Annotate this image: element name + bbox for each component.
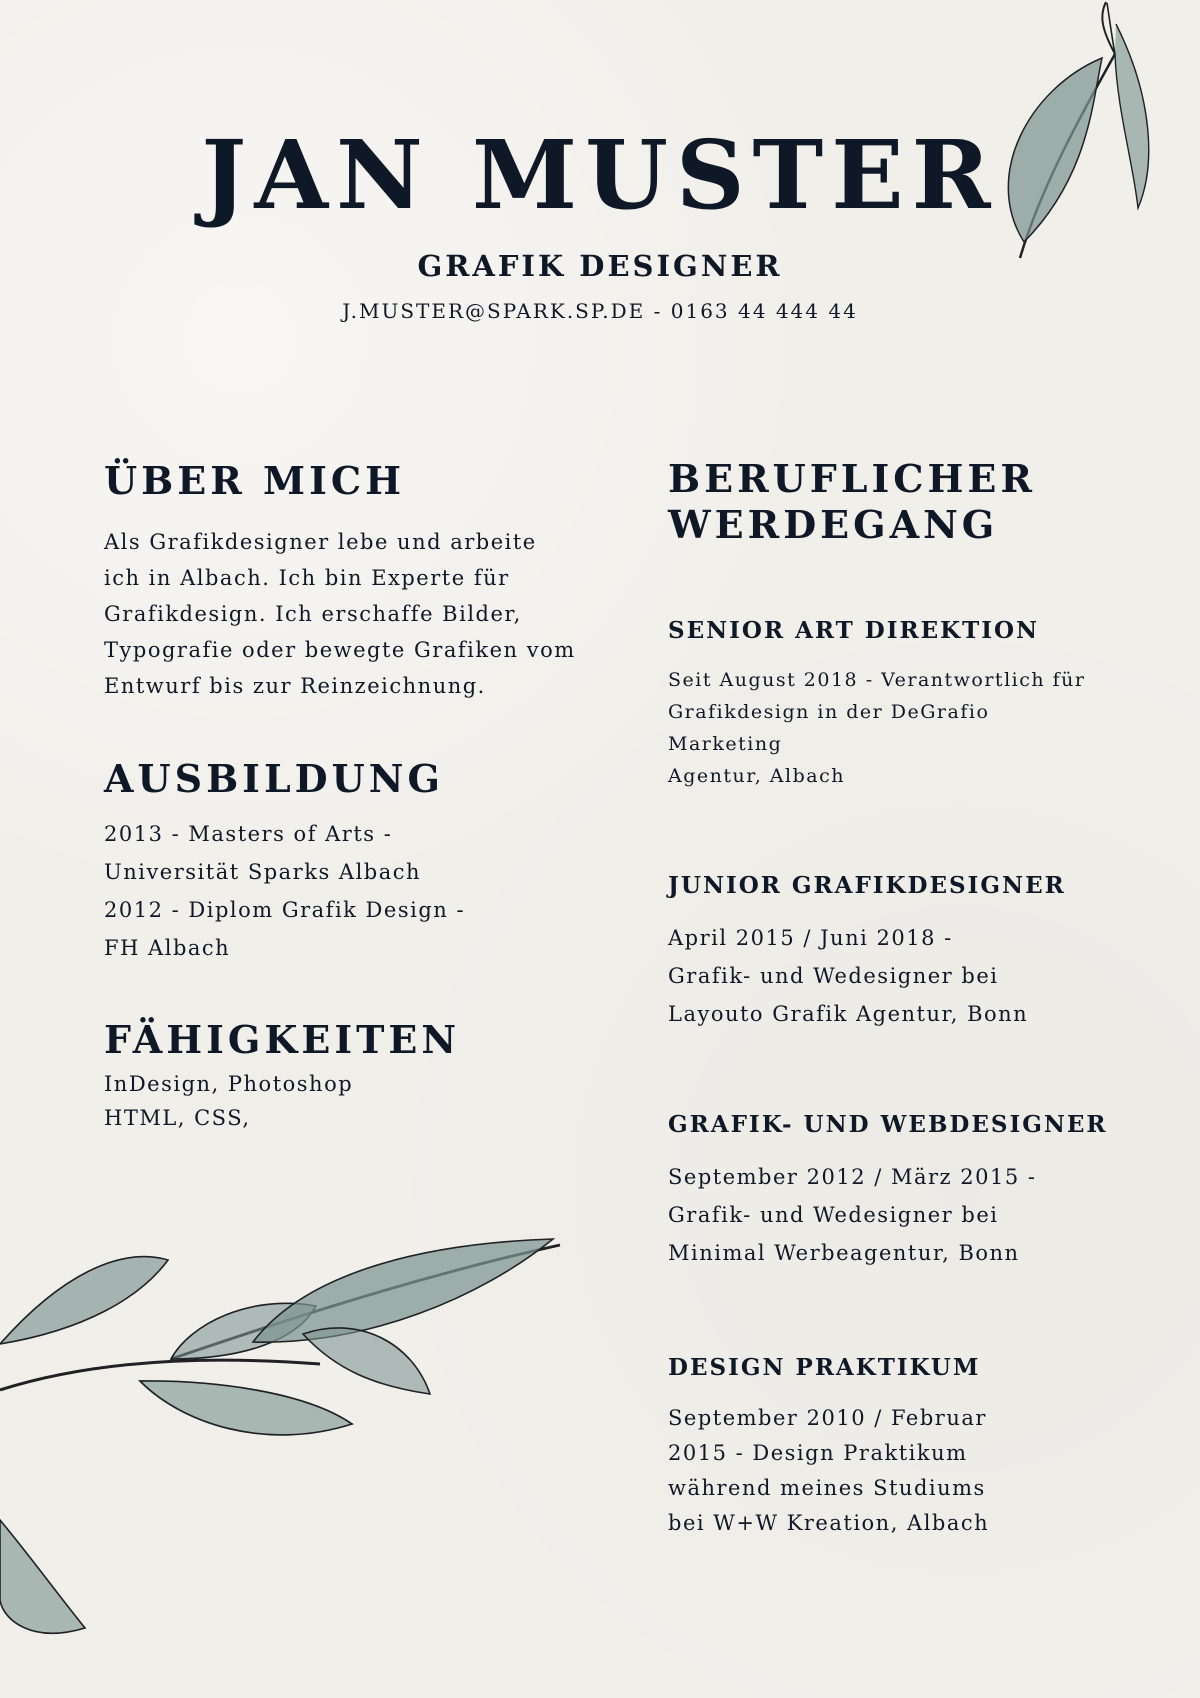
experience-line: Grafikdesign in der DeGrafio Marketing xyxy=(668,701,990,756)
section-title-skills: FÄHIGKEITEN xyxy=(104,1017,461,1063)
education-line: 2012 - Diplom Grafik Design - xyxy=(104,898,466,923)
experience-item xyxy=(668,872,1108,1033)
experience-item-description xyxy=(668,1401,1108,1541)
resume-header xyxy=(0,120,1200,323)
experience-line: Seit August 2018 - Verantwortlich für xyxy=(668,669,1086,692)
experience-line: Agentur, Albach xyxy=(668,765,845,788)
skills-line: InDesign, Photoshop xyxy=(104,1071,354,1096)
bottom-left-branch-icon xyxy=(0,1210,590,1680)
page-title: JAN MUSTER xyxy=(201,120,999,231)
education-line: Universität Sparks Albach xyxy=(104,860,422,885)
right-column xyxy=(668,456,1108,1541)
section-title-about: ÜBER MICH xyxy=(104,458,406,503)
job-title: GRAFIK DESIGNER xyxy=(417,249,783,283)
experience-line: bei W+W Kreation, Albach xyxy=(668,1511,990,1536)
about-line: ich in Albach. Ich bin Experte für xyxy=(104,565,510,590)
experience-line: September 2012 / März 2015 - xyxy=(668,1165,1037,1190)
education-line: FH Albach xyxy=(104,936,231,961)
experience-item-description xyxy=(668,1158,1108,1272)
about-line: Entwurf bis zur Reinzeichnung. xyxy=(104,673,486,698)
experience-line: April 2015 / Juni 2018 - xyxy=(668,926,953,951)
experience-line: 2015 - Design Praktikum xyxy=(668,1441,968,1466)
experience-line: Grafik- und Wedesigner bei xyxy=(668,1203,999,1228)
section-title-experience xyxy=(668,456,1108,547)
experience-item xyxy=(668,1111,1108,1272)
education-line: 2013 - Masters of Arts - xyxy=(104,822,393,847)
about-line: Als Grafikdesigner lebe und arbeite xyxy=(104,529,537,554)
skills-line: HTML, CSS, xyxy=(104,1105,251,1130)
experience-item-title: GRAFIK- UND WEBDESIGNER xyxy=(668,1111,1108,1139)
about-line: Grafikdesign. Ich erschaffe Bilder, xyxy=(104,601,522,626)
section-title-education: AUSBILDUNG xyxy=(104,755,444,801)
about-line: Typografie oder bewegte Grafiken vom xyxy=(104,637,576,662)
experience-item-title: DESIGN PRAKTIKUM xyxy=(668,1354,981,1382)
experience-line: Minimal Werbeagentur, Bonn xyxy=(668,1241,1020,1266)
experience-item-description xyxy=(668,919,1108,1033)
experience-line: Grafik- und Wedesigner bei xyxy=(668,964,999,989)
experience-item xyxy=(668,1354,1108,1541)
about-text xyxy=(104,524,604,704)
experience-line: während meines Studiums xyxy=(668,1476,986,1501)
experience-item-description xyxy=(668,664,1108,792)
contact-line: J.MUSTER@SPARK.SP.DE - 0163 44 444 44 xyxy=(342,299,858,323)
education-text xyxy=(104,815,604,967)
experience-line: Layouto Grafik Agentur, Bonn xyxy=(668,1002,1029,1027)
experience-item xyxy=(668,617,1108,792)
experience-item-title: JUNIOR GRAFIKDESIGNER xyxy=(668,872,1066,900)
skills-text xyxy=(104,1067,604,1135)
experience-title-line: WERDEGANG xyxy=(668,501,999,547)
experience-item-title: SENIOR ART DIREKTION xyxy=(668,617,1040,645)
left-column xyxy=(104,458,604,1135)
experience-title-line: BERUFLICHER xyxy=(668,456,1036,501)
experience-line: September 2010 / Februar xyxy=(668,1406,987,1431)
